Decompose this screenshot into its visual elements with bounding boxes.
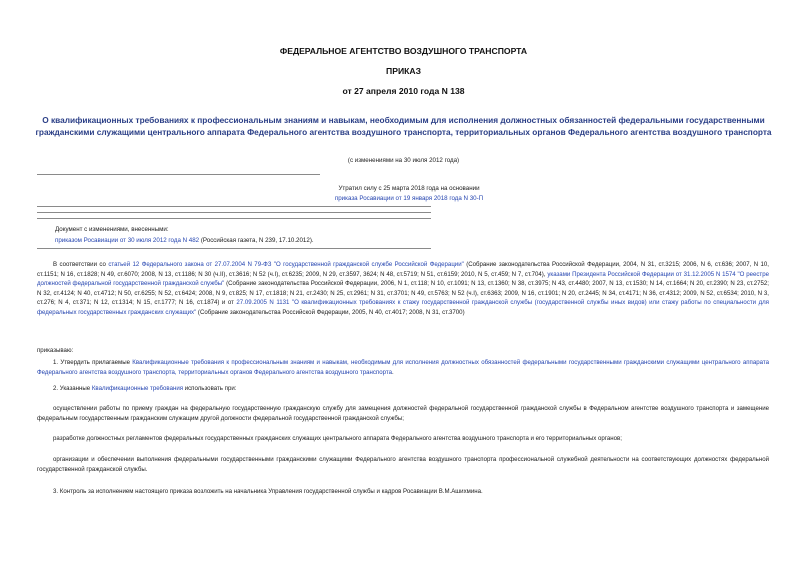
preamble-text: (Собрание законодательства Российской Федерации, 2006, N 1, ст.118; N 10, ст.1091; N 13, ст.1360; N 38, ст.3975; N 43, ст.4480; 2007, N 13, ст.1530; N 14, ст.1664; N 20, ст.2390; N 23, ст.2752; N 32, ст.4124; N 40, ст.4712; N 50, ст.6255; N 52, ст.6424; 2008, N 9, ст.825; N 17, ст.1818; N 21, ст.2430; N 25, ст.2961; N 31, ст.3701; N 49, ст.5763; N 52 (ч.I), ст.6363; 2009, N 16, ст.1901; N 20, ст.2445; N 34, ст.4171; N 36, ст.4312; 2009, N 52, ст.6534; 2010, N 3, ст.276; N 4, ст.371; N 12, ст.1314; N 15, ст.1777; N 16, ст.1874) и от: [37, 280, 769, 307]
decree-1131-link[interactable]: 27.09.2005 N 1131 "О квалификационных требованиях к стажу государственной гражданской службы (государственной службы иных видов) или стажу работы по специальности для федеральных государственных гражданских служащих": [37, 299, 769, 316]
order-item-1: [37, 358, 769, 377]
divider: [37, 174, 320, 175]
lost-force-text: Утратил силу с 25 марта 2018 года на основании: [338, 185, 480, 192]
divider: [37, 206, 431, 207]
document-title: О квалификационных требованиях к профессиональным знаниям и навыкам, необходимым для исполнения должностных обязанностей федеральными государственными гражданскими служащими центрального аппарата Федерального агентства воздушного транспорта, территориальных органов Федерального агентства воздушного транспорта: [35, 115, 772, 137]
document-date-number: от 27 апреля 2010 года N 138: [342, 86, 465, 96]
amendments-block: [55, 225, 435, 246]
divider: [37, 248, 431, 249]
item-text: 2. Указанные: [53, 385, 92, 392]
order-word: приказываю:: [37, 347, 74, 354]
item-text: использовать при:: [183, 385, 237, 392]
document-type: ПРИКАЗ: [386, 66, 421, 76]
preamble-text: (Собрание законодательства Российской Федерации, 2004, N 31, ст.3215; 2006, N 6, ст.636; 2007, N 10, ст.1151; N 16, ст.1828; N 49, ст.6070; 2008, N 13, ст.1186; N 30 (ч.II), ст.3616; N 52 (ч.I), ст.6235; 2009, N 29, ст.3597, 3624; N 48, ст.5719; N 51, ст.6159; 2010, N 5, ст.459; N 7, ст.704),: [37, 261, 769, 278]
item-text: .: [391, 368, 394, 376]
sub-item-2: разработке должностных регламентов федеральных государственных гражданских служащих центрального аппарата Федерального агентства воздушного транспорта и его территориальных органов;: [53, 435, 622, 442]
amendments-label: Документ с изменениями, внесенными:: [55, 226, 169, 233]
qualification-requirements-link[interactable]: Квалификационные требования к профессиональным знаниям и навыкам, необходимым для исполнения должностных обязанностей федеральными государственными гражданскими служащими центрального аппарата Федерального агентства воздушного транспорта, территориальных органов Федерального агентства воздушного транспорта: [37, 359, 769, 376]
lost-force-link[interactable]: приказа Росавиации от 19 января 2018 года N 30-П: [334, 195, 484, 202]
order-item-3: 3. Контроль за исполнением настоящего приказа возложить на начальника Управления государственной службы и кадров Росавиации В.М.Ашихмина.: [53, 488, 483, 495]
item-text: 1. Утвердить прилагаемые: [53, 359, 133, 366]
preamble-paragraph: [37, 260, 769, 318]
changes-note: (с изменениями на 30 июля 2012 года): [347, 157, 460, 164]
divider: [37, 212, 431, 213]
requirements-link[interactable]: Квалификационные требования: [91, 385, 184, 392]
law-79-fz-link[interactable]: статьей 12 Федерального закона от 27.07.2004 N 79-ФЗ "О государственной гражданской службе Российской Федерации": [108, 261, 464, 268]
order-item-2: [37, 384, 769, 394]
decree-1574-link[interactable]: указами Президента Российской Федерации от 31.12.2005 N 1574 "О реестре должностей федеральной государственной гражданской службы": [37, 270, 769, 288]
sub-item-1: осуществлении работы по приему граждан на федеральную государственную гражданскую службу для замещения должностей федеральной государственной гражданской службы в Федеральном агентстве воздушного транспорта и замещение федеральным государственным гражданским служащим другой должности федеральной государственной гражданской службы;: [37, 405, 769, 422]
divider: [37, 218, 431, 219]
preamble-text: В соответствии со: [53, 261, 109, 268]
amendment-source: (Российская газета, N 239, 17.10.2012).: [199, 237, 314, 244]
sub-item-3: организации и обеспечении выполнения федеральными государственными гражданскими служащими Федерального агентства воздушного транспорта профессиональной служебной деятельности на соответствующих должностях федеральной государственной гражданской службы.: [37, 456, 769, 473]
preamble-text: (Собрание законодательства Российской Федерации, 2005, N 40, ст.4017; 2008, N 31, ст.3700): [196, 308, 465, 316]
agency-name: ФЕДЕРАЛЬНОЕ АГЕНТСТВО ВОЗДУШНОГО ТРАНСПОРТА: [279, 46, 528, 56]
lost-force-note: [230, 184, 588, 204]
amendment-link[interactable]: приказом Росавиации от 30 июля 2012 года N 482: [55, 237, 200, 244]
